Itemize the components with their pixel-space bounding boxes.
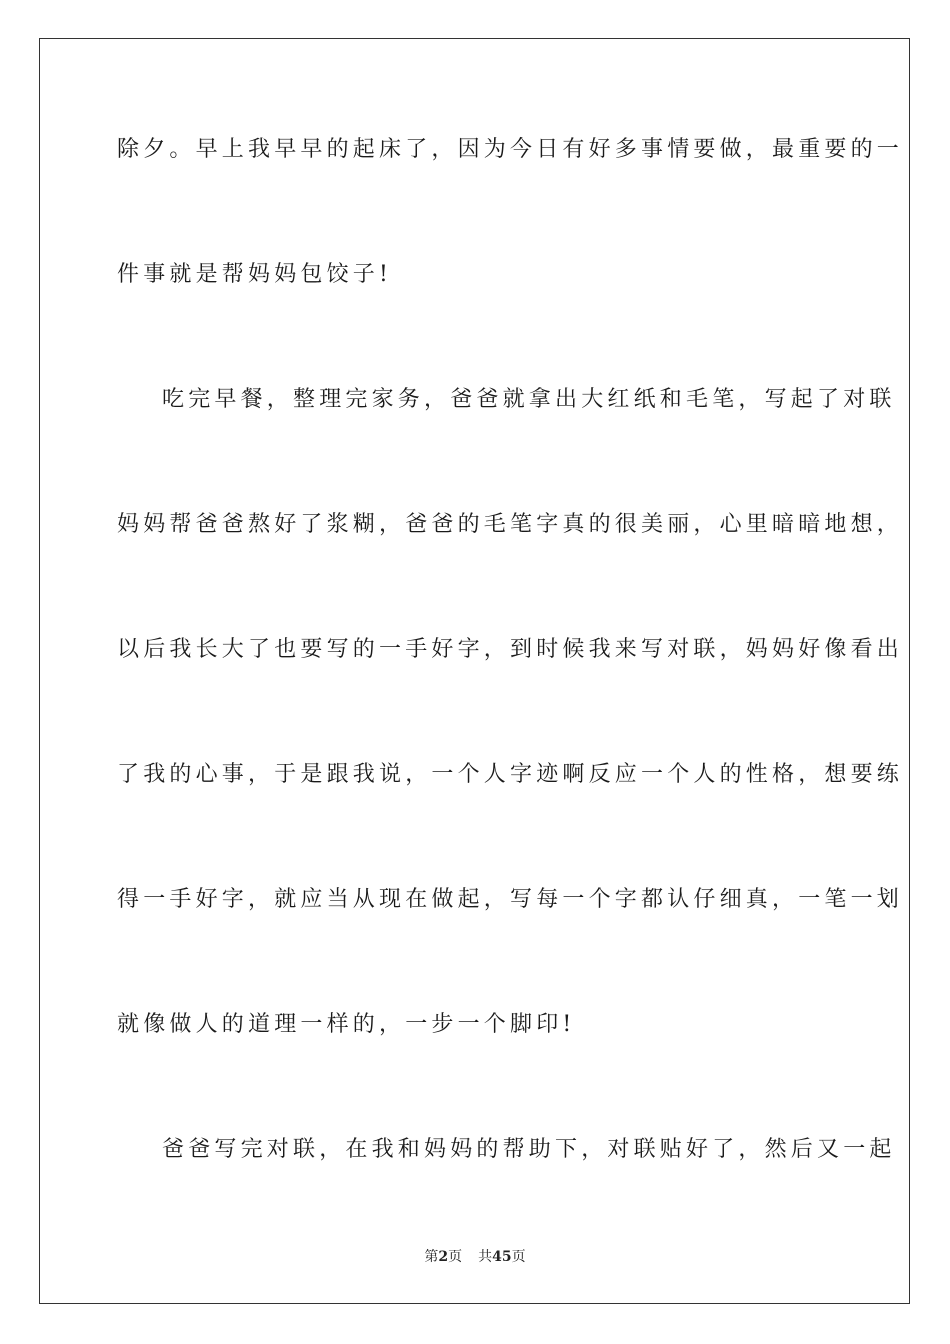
total-suffix: 页 <box>511 1249 526 1265</box>
page-number: 2 <box>438 1249 449 1265</box>
body-text-line: 除夕。早上我早早的起床了，因为今日有好多事情要做，最重要的一 <box>117 137 904 162</box>
body-text-line: 就像做人的道理一样的，一步一个脚印! <box>117 1012 576 1037</box>
total-prefix: 共 <box>478 1249 493 1265</box>
paragraph-start-line: 爸爸写完对联，在我和妈妈的帮助下，对联贴好了，然后又一起 <box>162 1137 896 1162</box>
total-pages: 45 <box>492 1249 512 1265</box>
body-text-line: 了我的心事，于是跟我说，一个人字迹啊反应一个人的性格，想要练 <box>117 762 904 787</box>
page-prefix: 第 <box>424 1249 439 1265</box>
page-suffix: 页 <box>448 1249 463 1265</box>
page-border <box>39 38 910 1304</box>
body-text-line: 件事就是帮妈妈包饺子! <box>117 262 393 287</box>
page-footer <box>0 1247 950 1267</box>
body-text-line: 得一手好字，就应当从现在做起，写每一个字都认仔细真，一笔一划 <box>117 887 904 912</box>
body-text-line: 以后我长大了也要写的一手好字，到时候我来写对联，妈妈好像看出 <box>117 637 904 662</box>
paragraph-start-line: 吃完早餐，整理完家务，爸爸就拿出大红纸和毛笔，写起了对联 <box>162 387 896 412</box>
body-text-line: 妈妈帮爸爸熬好了浆糊，爸爸的毛笔字真的很美丽，心里暗暗地想， <box>117 512 904 537</box>
